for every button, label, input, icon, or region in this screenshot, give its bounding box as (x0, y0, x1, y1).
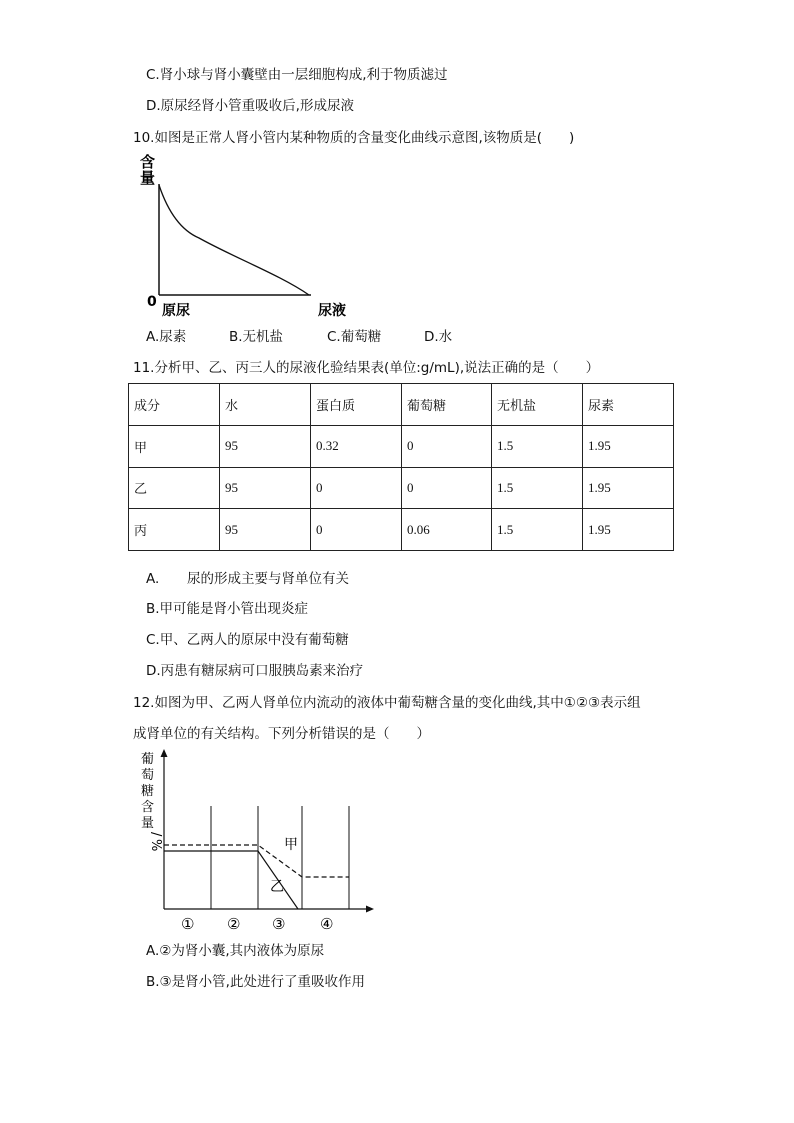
q12-y-label-char: 葡 (141, 752, 155, 767)
q12-segment-label: ② (227, 915, 241, 933)
table-header-cell: 成分 (129, 384, 220, 426)
q12-stem-line1: 12.如图为甲、乙两人肾单位内流动的液体中葡萄糖含量的变化曲线,其中①②③表示组 (133, 695, 641, 711)
q11-results-table (128, 383, 674, 551)
q12-segment-label: ① (181, 915, 195, 933)
q10-x-end-label: 尿液 (318, 303, 346, 319)
q10-option-b: B.无机盐 (229, 329, 284, 345)
table-cell: 1.5 (492, 509, 583, 551)
table-header-cell: 葡萄糖 (402, 384, 492, 426)
q12-chart (136, 748, 381, 936)
q12-y-label-char: / (148, 832, 163, 837)
q12-option-b: B.③是肾小管,此处进行了重吸收作用 (146, 974, 365, 990)
q11-stem: 11.分析甲、乙、丙三人的尿液化验结果表(单位:g/mL),说法正确的是（ ） (133, 360, 600, 376)
arrow-right-icon (366, 906, 374, 913)
q12-option-a: A.②为肾小囊,其内液体为原尿 (146, 943, 325, 959)
q12-y-label-char: 含 (141, 800, 155, 815)
table-row (129, 467, 674, 509)
table-cell: 甲 (129, 425, 220, 467)
q12-segment-label: ③ (272, 915, 286, 933)
q12-segment-label: ④ (320, 915, 334, 933)
q10-curve (159, 185, 309, 295)
q11-option-a-letter: A. (146, 571, 160, 587)
table-cell: 0 (311, 467, 402, 509)
q10-option-c: C.葡萄糖 (327, 329, 382, 345)
table-row (129, 509, 674, 551)
q11-option-b: B.甲可能是肾小管出现炎症 (146, 601, 309, 617)
q12-curve-jia-label: 甲 (284, 837, 298, 853)
q10-option-a: A.尿素 (146, 329, 187, 345)
q10-x-start-label: 原尿 (162, 303, 190, 319)
q11-option-c: C.甲、乙两人的原尿中没有葡萄糖 (146, 632, 349, 648)
table-cell: 1.5 (492, 425, 583, 467)
table-cell: 1.95 (583, 509, 674, 551)
q12-y-label-char: % (148, 839, 163, 852)
q10-stem: 10.如图是正常人肾小管内某种物质的含量变化曲线示意图,该物质是( ) (133, 130, 575, 146)
q11-option-d: D.丙患有糖尿病可口服胰岛素来治疗 (146, 663, 364, 679)
table-cell: 1.95 (583, 425, 674, 467)
table-header-cell: 无机盐 (492, 384, 583, 426)
q12-curve-yi-label: 乙 (270, 879, 284, 895)
q9-option-d: D.原尿经肾小管重吸收后,形成尿液 (146, 98, 354, 114)
table-cell: 0.32 (311, 425, 402, 467)
table-row (129, 425, 674, 467)
q12-y-label-char: 萄 (141, 768, 155, 783)
table-header-cell: 蛋白质 (311, 384, 402, 426)
table-cell: 95 (220, 467, 311, 509)
q10-origin-label: 0 (147, 294, 157, 310)
q10-chart (135, 150, 375, 322)
table-cell: 1.5 (492, 467, 583, 509)
q12-y-label-char: 糖 (141, 784, 155, 799)
table-cell: 0.06 (402, 509, 492, 551)
table-header-row (129, 384, 674, 426)
q12-stem-line2: 成肾单位的有关结构。下列分析错误的是（ ） (133, 726, 430, 742)
table-cell: 1.95 (583, 467, 674, 509)
table-cell: 0 (402, 425, 492, 467)
q10-option-d: D.水 (424, 329, 453, 345)
table-cell: 95 (220, 509, 311, 551)
q12-y-label-char: 量 (141, 816, 155, 831)
arrow-up-icon (161, 749, 168, 757)
table-header-cell: 水 (220, 384, 311, 426)
table-cell: 乙 (129, 467, 220, 509)
table-cell: 0 (402, 467, 492, 509)
q10-y-label-1: 含 (140, 153, 156, 171)
q9-option-c: C.肾小球与肾小囊壁由一层细胞构成,利于物质滤过 (146, 67, 448, 83)
table-cell: 丙 (129, 509, 220, 551)
table-header-cell: 尿素 (583, 384, 674, 426)
q12-curve-jia (164, 845, 349, 877)
table-cell: 95 (220, 425, 311, 467)
q11-option-a-text: 尿的形成主要与肾单位有关 (187, 571, 349, 587)
q10-y-label-2: 量 (140, 169, 156, 187)
table-cell: 0 (311, 509, 402, 551)
